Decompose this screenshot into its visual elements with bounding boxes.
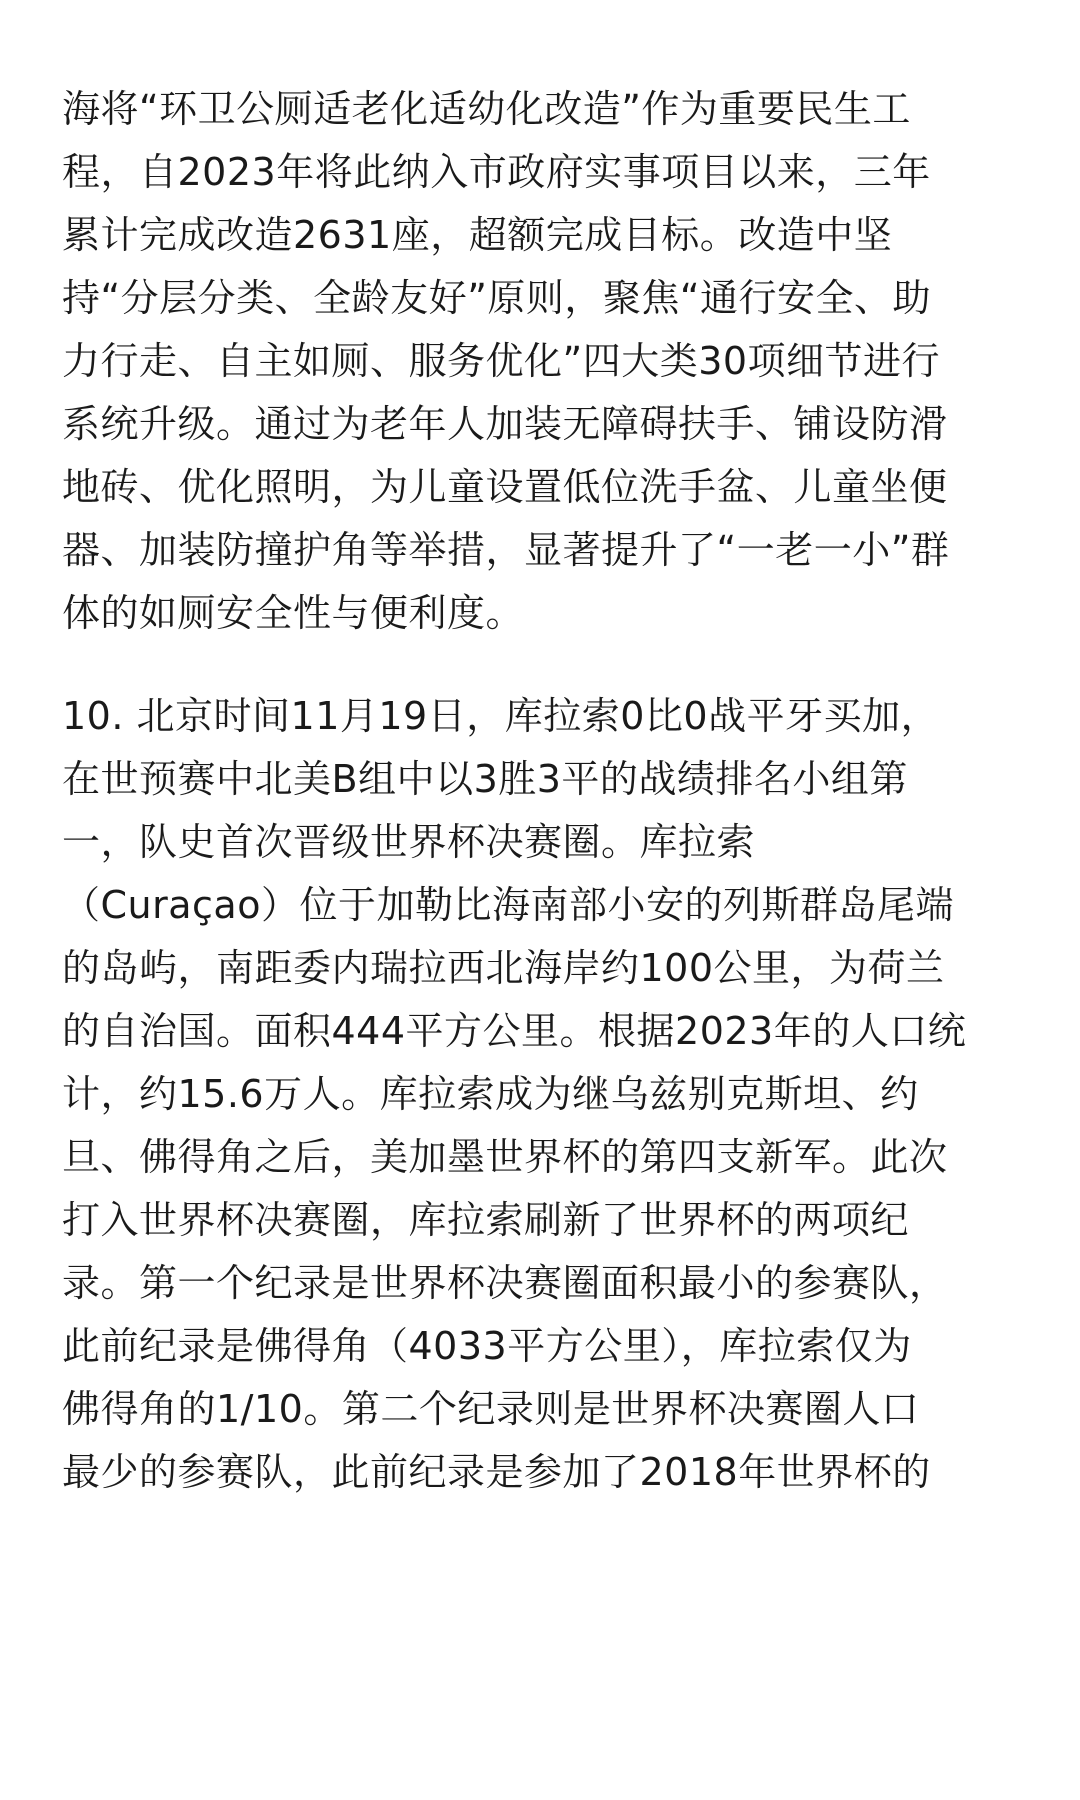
text-line: 器、加装防撞护角等举措，显著提升了“一老一小”群 xyxy=(62,528,950,572)
text-line: 力行走、自主如厕、服务优化”四大类30项细节进行 xyxy=(62,339,941,383)
text-line: 此前纪录是佛得角（4033平方公里），库拉索仅为 xyxy=(62,1324,912,1368)
article-body xyxy=(62,78,1022,1504)
text-line: 的岛屿，南距委内瑞拉西北海岸约100公里，为荷兰 xyxy=(62,946,945,990)
text-line: 10. 北京时间11月19日，库拉索0比0战平牙买加， xyxy=(62,694,940,738)
paragraph-public-toilet-renovation xyxy=(62,78,1022,645)
text-line: 一，队史首次晋级世界杯决赛圈。库拉索 xyxy=(62,820,756,864)
text-line: 系统升级。通过为老年人加装无障碍扶手、铺设防滑 xyxy=(62,402,948,446)
text-line: 录。第一个纪录是世界杯决赛圈面积最小的参赛队， xyxy=(62,1261,948,1305)
text-line: 海将“环卫公厕适老化适幼化改造”作为重要民生工 xyxy=(62,87,911,131)
paragraph-curacao-world-cup xyxy=(62,685,1022,1504)
text-line: 在世预赛中北美B组中以3胜3平的战绩排名小组第 xyxy=(62,757,908,801)
text-line: 地砖、优化照明，为儿童设置低位洗手盆、儿童坐便 xyxy=(62,465,948,509)
text-line: （Curaçao）位于加勒比海南部小安的列斯群岛尾端 xyxy=(62,883,954,927)
text-line: 持“分层分类、全龄友好”原则，聚焦“通行安全、助 xyxy=(62,276,932,320)
text-line: 最少的参赛队，此前纪录是参加了2018年世界杯的 xyxy=(62,1450,931,1494)
text-line: 的自治国。面积444平方公里。根据2023年的人口统 xyxy=(62,1009,967,1053)
paragraph-spacer xyxy=(62,645,1022,685)
text-line: 累计完成改造2631座，超额完成目标。改造中坚 xyxy=(62,213,893,257)
text-line: 旦、佛得角之后，美加墨世界杯的第四支新军。此次 xyxy=(62,1135,948,1179)
text-line: 体的如厕安全性与便利度。 xyxy=(62,591,525,635)
text-line: 佛得角的1/10。第二个纪录则是世界杯决赛圈人口 xyxy=(62,1387,920,1431)
text-line: 打入世界杯决赛圈，库拉索刷新了世界杯的两项纪 xyxy=(62,1198,910,1242)
text-line: 程，自2023年将此纳入市政府实事项目以来，三年 xyxy=(62,150,931,194)
text-line: 计，约15.6万人。库拉索成为继乌兹别克斯坦、约 xyxy=(62,1072,919,1116)
